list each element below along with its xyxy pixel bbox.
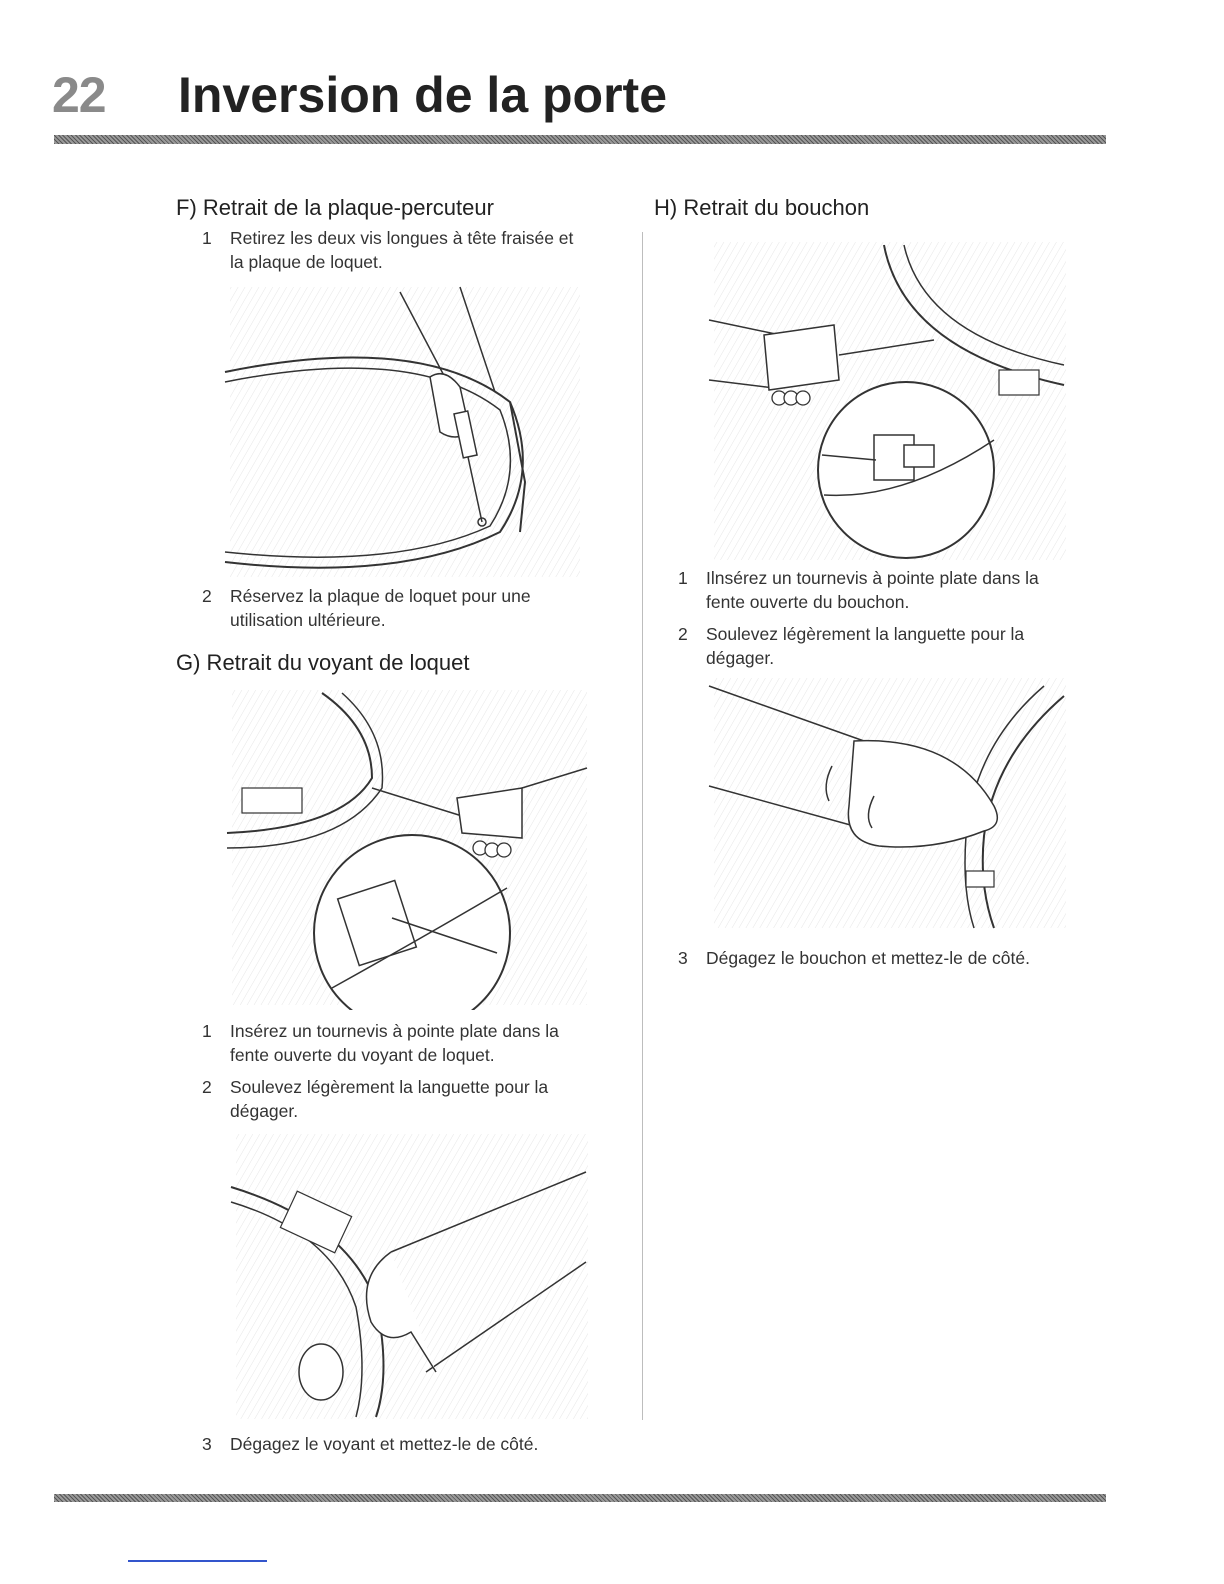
- step-number: 1: [202, 228, 212, 248]
- section-h-heading: H) Retrait du bouchon: [654, 195, 870, 220]
- cap-lift-illustration: [704, 676, 1068, 932]
- latch-light-removal-illustration: [222, 688, 590, 1010]
- strike-plate-removal-illustration: [220, 282, 585, 582]
- column-divider: [642, 232, 643, 1420]
- section-f-step-2: [202, 584, 642, 634]
- step-number: 3: [202, 1434, 212, 1454]
- page-number: 22: [52, 67, 106, 123]
- section-g-step-3: [202, 1432, 642, 1458]
- section-h-step-2: [678, 622, 1118, 672]
- section-g-heading: G) Retrait du voyant de loquet: [176, 650, 470, 675]
- header-rule: [54, 135, 1106, 144]
- step-number: 2: [202, 586, 212, 606]
- step-number: 3: [678, 948, 688, 968]
- footer-link-underline: [128, 1560, 267, 1562]
- section-g-step-1: [202, 1019, 642, 1069]
- section-g-step-2: [202, 1075, 642, 1125]
- cap-removal-illustration: [704, 240, 1068, 562]
- step-number: 2: [678, 624, 688, 644]
- footer-rule: [54, 1494, 1106, 1502]
- step-text: Soulevez légèrement la languette pour la dégager.: [706, 624, 1025, 668]
- step-number: 1: [678, 568, 688, 588]
- section-h-step-3: [678, 946, 1118, 972]
- step-text: Dégagez le bouchon et mettez-le de côté.: [706, 948, 1030, 968]
- latch-light-lift-illustration: [226, 1132, 591, 1422]
- section-f-heading: F) Retrait de la plaque-percuteur: [176, 195, 494, 220]
- step-text: Ilnsérez un tournevis à pointe plate dans la fente ouverte du bouchon.: [706, 568, 1039, 612]
- step-text: Réservez la plaque de loquet pour une utilisation ultérieure.: [230, 586, 531, 630]
- section-h-step-1: [678, 566, 1118, 616]
- page-title: Inversion de la porte: [178, 67, 668, 123]
- step-text: Insérez un tournevis à pointe plate dans la fente ouverte du voyant de loquet.: [230, 1021, 559, 1065]
- step-text: Dégagez le voyant et mettez-le de côté.: [230, 1434, 539, 1454]
- step-number: 1: [202, 1021, 212, 1041]
- step-number: 2: [202, 1077, 212, 1097]
- step-text: Soulevez légèrement la languette pour la dégager.: [230, 1077, 549, 1121]
- section-f-step-1: [202, 226, 642, 276]
- step-text: Retirez les deux vis longues à tête fraisée et la plaque de loquet.: [230, 228, 574, 272]
